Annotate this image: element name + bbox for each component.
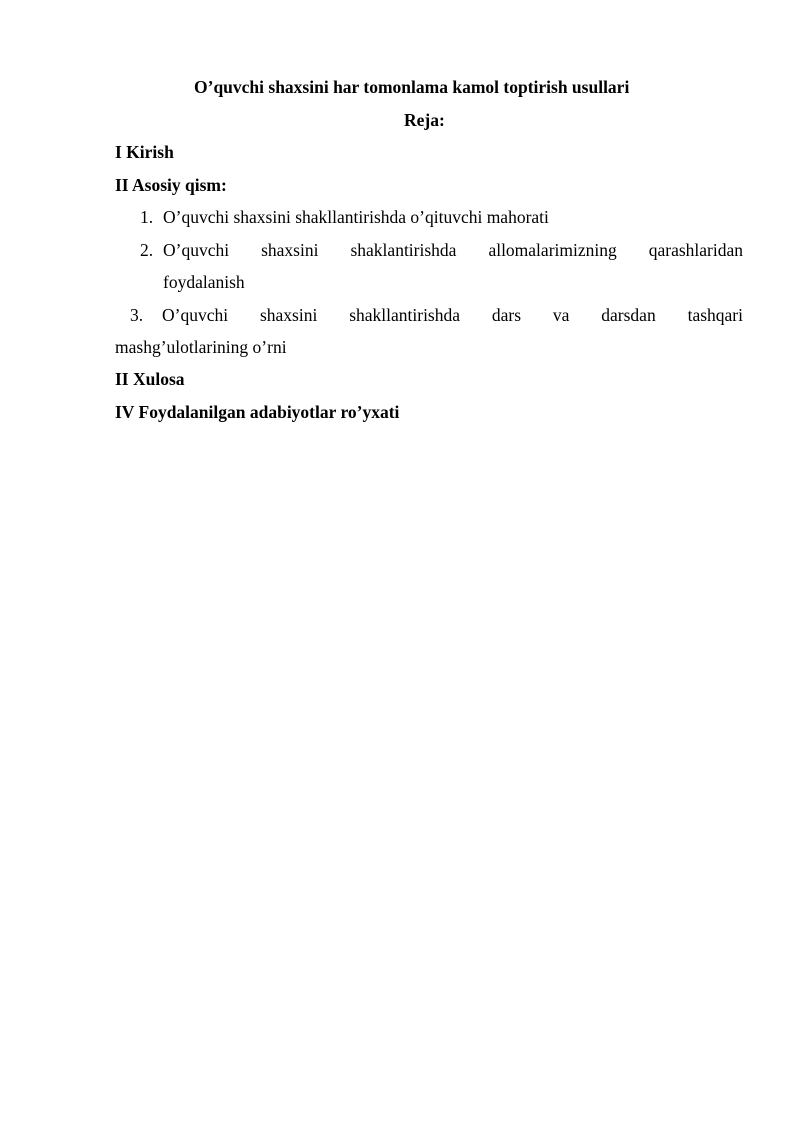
item-3-word: O’quvchi: [162, 305, 229, 325]
item-3-word: va: [552, 305, 570, 325]
item-3-word: dars: [491, 305, 522, 325]
section-intro: I Kirish: [115, 142, 174, 162]
item-3-word: darsdan: [601, 305, 656, 325]
document-title: O’quvchi shaxsini har tomonlama kamol toptirish usullari: [194, 77, 630, 97]
item-2-line-1: [163, 239, 743, 261]
item-3-word: shaxsini: [259, 305, 318, 325]
item-3-line-1: [162, 304, 743, 326]
section-references: IV Foydalanilgan adabiyotlar ro’yxati: [115, 402, 400, 422]
item-3-word: shakllantirishda: [349, 305, 461, 325]
item-3-number: 3.: [130, 305, 144, 325]
item-2-word: shaklantirishda: [350, 240, 457, 260]
item-2-line-2: foydalanish: [163, 272, 245, 292]
item-2-word: O’quvchi: [163, 240, 230, 260]
item-3-word: tashqari: [687, 305, 743, 325]
section-main: II Asosiy qism:: [115, 175, 227, 195]
item-2-word: shaxsini: [261, 240, 319, 260]
item-2-word: allomalarimizning: [488, 240, 617, 260]
item-3-line-2: mashg’ulotlarining o’rni: [115, 337, 287, 357]
document-subtitle: Reja:: [404, 110, 445, 130]
item-1-text: O’quvchi shaxsini shakllantirishda o’qituvchi mahorati: [163, 207, 549, 227]
item-2-word: qarashlaridan: [648, 240, 743, 260]
item-1-number: 1.: [140, 207, 154, 227]
item-2-number: 2.: [140, 240, 154, 260]
section-conclusion: II Xulosa: [115, 369, 185, 389]
